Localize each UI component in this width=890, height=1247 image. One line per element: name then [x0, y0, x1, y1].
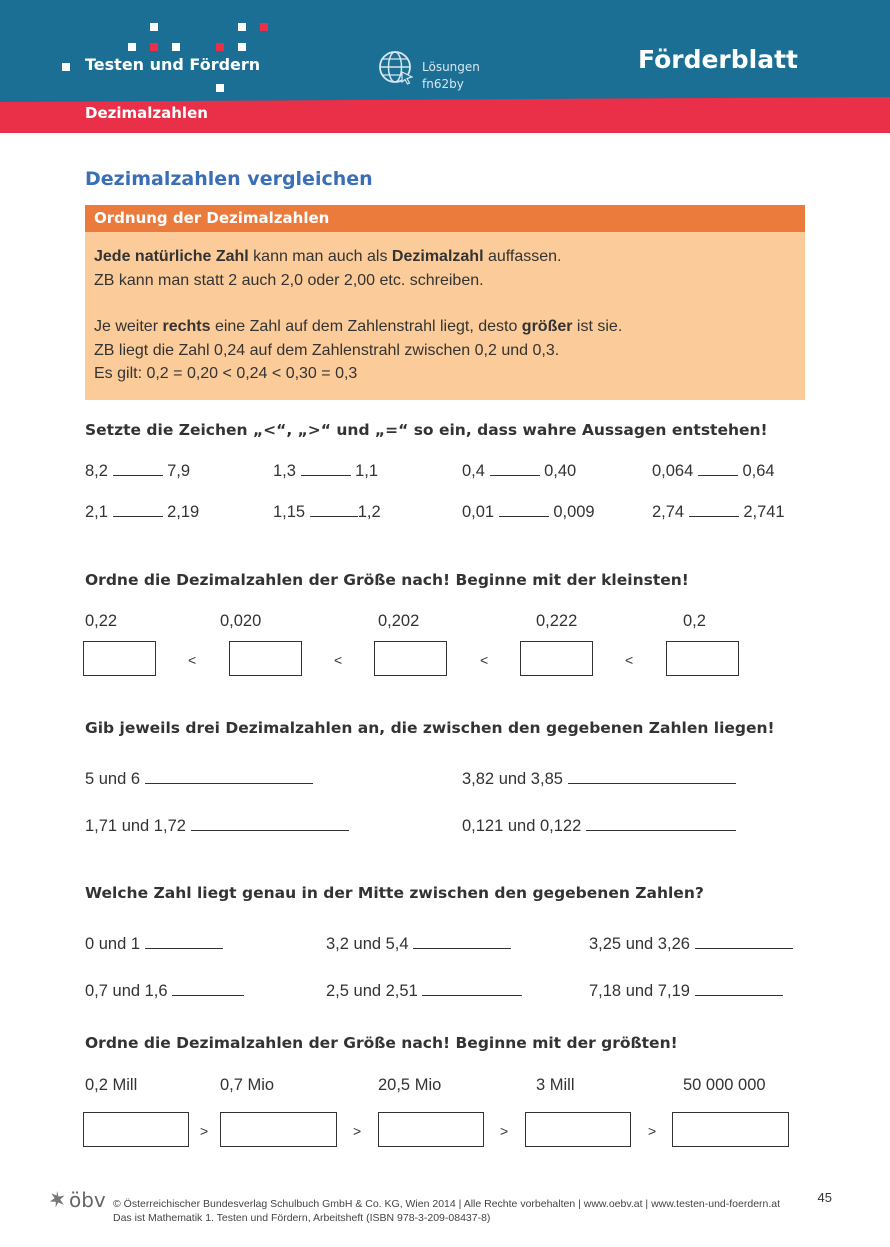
globe-icon[interactable]: [378, 50, 414, 86]
order-number: 0,7 Mio: [220, 1076, 275, 1094]
order-number: 0,22: [85, 612, 118, 630]
between-item: 5 und 6: [85, 770, 313, 789]
answer-blank[interactable]: [310, 503, 358, 517]
order-number: 20,5 Mio: [378, 1076, 442, 1094]
greater-than-sign: >: [500, 1123, 509, 1139]
footer-copyright: © Österreichischer Bundesverlag Schulbuch GmbH & Co. KG, Wien 2014 | Alle Rechte vorbehalten | www.oebv.at | www.testen-und-foerdern.at: [113, 1198, 781, 1210]
answer-blank[interactable]: [413, 935, 511, 949]
between-item: 3,82 und 3,85: [462, 770, 736, 789]
task5-instruction: Ordne die Dezimalzahlen der Größe nach! Beginne mit der größten!: [85, 1034, 678, 1052]
answer-blank[interactable]: [301, 462, 351, 476]
answer-blank[interactable]: [191, 817, 349, 831]
publisher-logo: öbv: [69, 1188, 106, 1212]
solutions-code: fn62by: [422, 77, 464, 91]
answer-box[interactable]: [520, 641, 593, 676]
info-line-1: Jede natürliche Zahl kann man auch als Dezimalzahl auffassen.: [94, 248, 562, 265]
compare-item: 8,2 7,9: [85, 462, 191, 480]
order-number: 0,2 Mill: [85, 1076, 138, 1094]
answer-blank[interactable]: [113, 503, 163, 517]
task1-instruction: Setzte die Zeichen „<“, „>“ und „=“ so ein, dass wahre Aussagen entstehen!: [85, 421, 768, 439]
task3-instruction: Gib jeweils drei Dezimalzahlen an, die zwischen den gegebenen Zahlen liegen!: [85, 719, 775, 737]
answer-blank[interactable]: [172, 982, 244, 996]
answer-blank[interactable]: [145, 770, 313, 784]
middle-item: 3,2 und 5,4: [326, 935, 511, 954]
solutions-label: Lösungen: [422, 60, 480, 74]
compare-item: 2,1 2,19: [85, 503, 200, 521]
answer-box[interactable]: [229, 641, 302, 676]
compare-item: 0,01 0,009: [462, 503, 595, 521]
answer-blank[interactable]: [568, 770, 736, 784]
compare-item: 1,15 1,2: [273, 503, 381, 521]
task4-instruction: Welche Zahl liegt genau in der Mitte zwischen den gegebenen Zahlen?: [85, 884, 704, 902]
answer-blank[interactable]: [695, 935, 793, 949]
answer-box[interactable]: [378, 1112, 484, 1147]
middle-item: 2,5 und 2,51: [326, 982, 522, 1001]
answer-blank[interactable]: [145, 935, 223, 949]
compare-item: 0,064 0,64: [652, 462, 775, 480]
between-item: 0,121 und 0,122: [462, 817, 736, 836]
solutions-link[interactable]: [422, 59, 480, 93]
section-title: Dezimalzahlen vergleichen: [85, 168, 373, 190]
order-number: 0,020: [220, 612, 262, 630]
answer-blank[interactable]: [499, 503, 549, 517]
less-than-sign: <: [480, 652, 489, 668]
greater-than-sign: >: [648, 1123, 657, 1139]
order-number: 0,222: [536, 612, 578, 630]
answer-blank[interactable]: [490, 462, 540, 476]
middle-item: 3,25 und 3,26: [589, 935, 793, 954]
brand-name: Testen und Fördern: [85, 55, 261, 74]
middle-item: 7,18 und 7,19: [589, 982, 783, 1001]
order-number: 3 Mill: [536, 1076, 575, 1094]
answer-box[interactable]: [525, 1112, 631, 1147]
compare-item: 0,4 0,40: [462, 462, 577, 480]
answer-blank[interactable]: [698, 462, 738, 476]
answer-blank[interactable]: [586, 817, 736, 831]
order-number: 0,2: [683, 612, 706, 630]
answer-box[interactable]: [83, 641, 156, 676]
less-than-sign: <: [334, 652, 343, 668]
middle-item: 0 und 1: [85, 935, 223, 954]
middle-item: 0,7 und 1,6: [85, 982, 244, 1001]
answer-blank[interactable]: [113, 462, 163, 476]
answer-box[interactable]: [83, 1112, 189, 1147]
page-number: 45: [817, 1190, 832, 1205]
answer-blank[interactable]: [689, 503, 739, 517]
between-item: 1,71 und 1,72: [85, 817, 349, 836]
order-number: 0,202: [378, 612, 420, 630]
sheet-title: Förderblatt: [638, 45, 798, 74]
answer-box[interactable]: [672, 1112, 789, 1147]
info-line-2: ZB kann man statt 2 auch 2,0 oder 2,00 etc. schreiben.: [94, 272, 484, 289]
info-line-4: ZB liegt die Zahl 0,24 auf dem Zahlenstrahl zwischen 0,2 und 0,3.: [94, 342, 560, 359]
answer-box[interactable]: [220, 1112, 337, 1147]
less-than-sign: <: [188, 652, 197, 668]
compare-item: 1,3 1,1: [273, 462, 379, 480]
info-box-title: Ordnung der Dezimalzahlen: [85, 205, 805, 232]
topic-label: Dezimalzahlen: [85, 104, 208, 122]
answer-blank[interactable]: [695, 982, 783, 996]
order-number: 50 000 000: [683, 1076, 766, 1094]
info-line-3: Je weiter rechts eine Zahl auf dem Zahlenstrahl liegt, desto größer ist sie.: [94, 318, 623, 335]
less-than-sign: <: [625, 652, 634, 668]
publisher-star-icon: [48, 1190, 66, 1208]
greater-than-sign: >: [353, 1123, 362, 1139]
task2-instruction: Ordne die Dezimalzahlen der Größe nach! Beginne mit der kleinsten!: [85, 571, 689, 589]
answer-box[interactable]: [666, 641, 739, 676]
answer-box[interactable]: [374, 641, 447, 676]
footer-book: Das ist Mathematik 1. Testen und Fördern, Arbeitsheft (ISBN 978-3-209-08437-8): [113, 1212, 491, 1224]
answer-blank[interactable]: [422, 982, 522, 996]
greater-than-sign: >: [200, 1123, 209, 1139]
compare-item: 2,74 2,741: [652, 503, 785, 521]
info-line-5: Es gilt: 0,2 = 0,20 < 0,24 < 0,30 = 0,3: [94, 365, 358, 382]
